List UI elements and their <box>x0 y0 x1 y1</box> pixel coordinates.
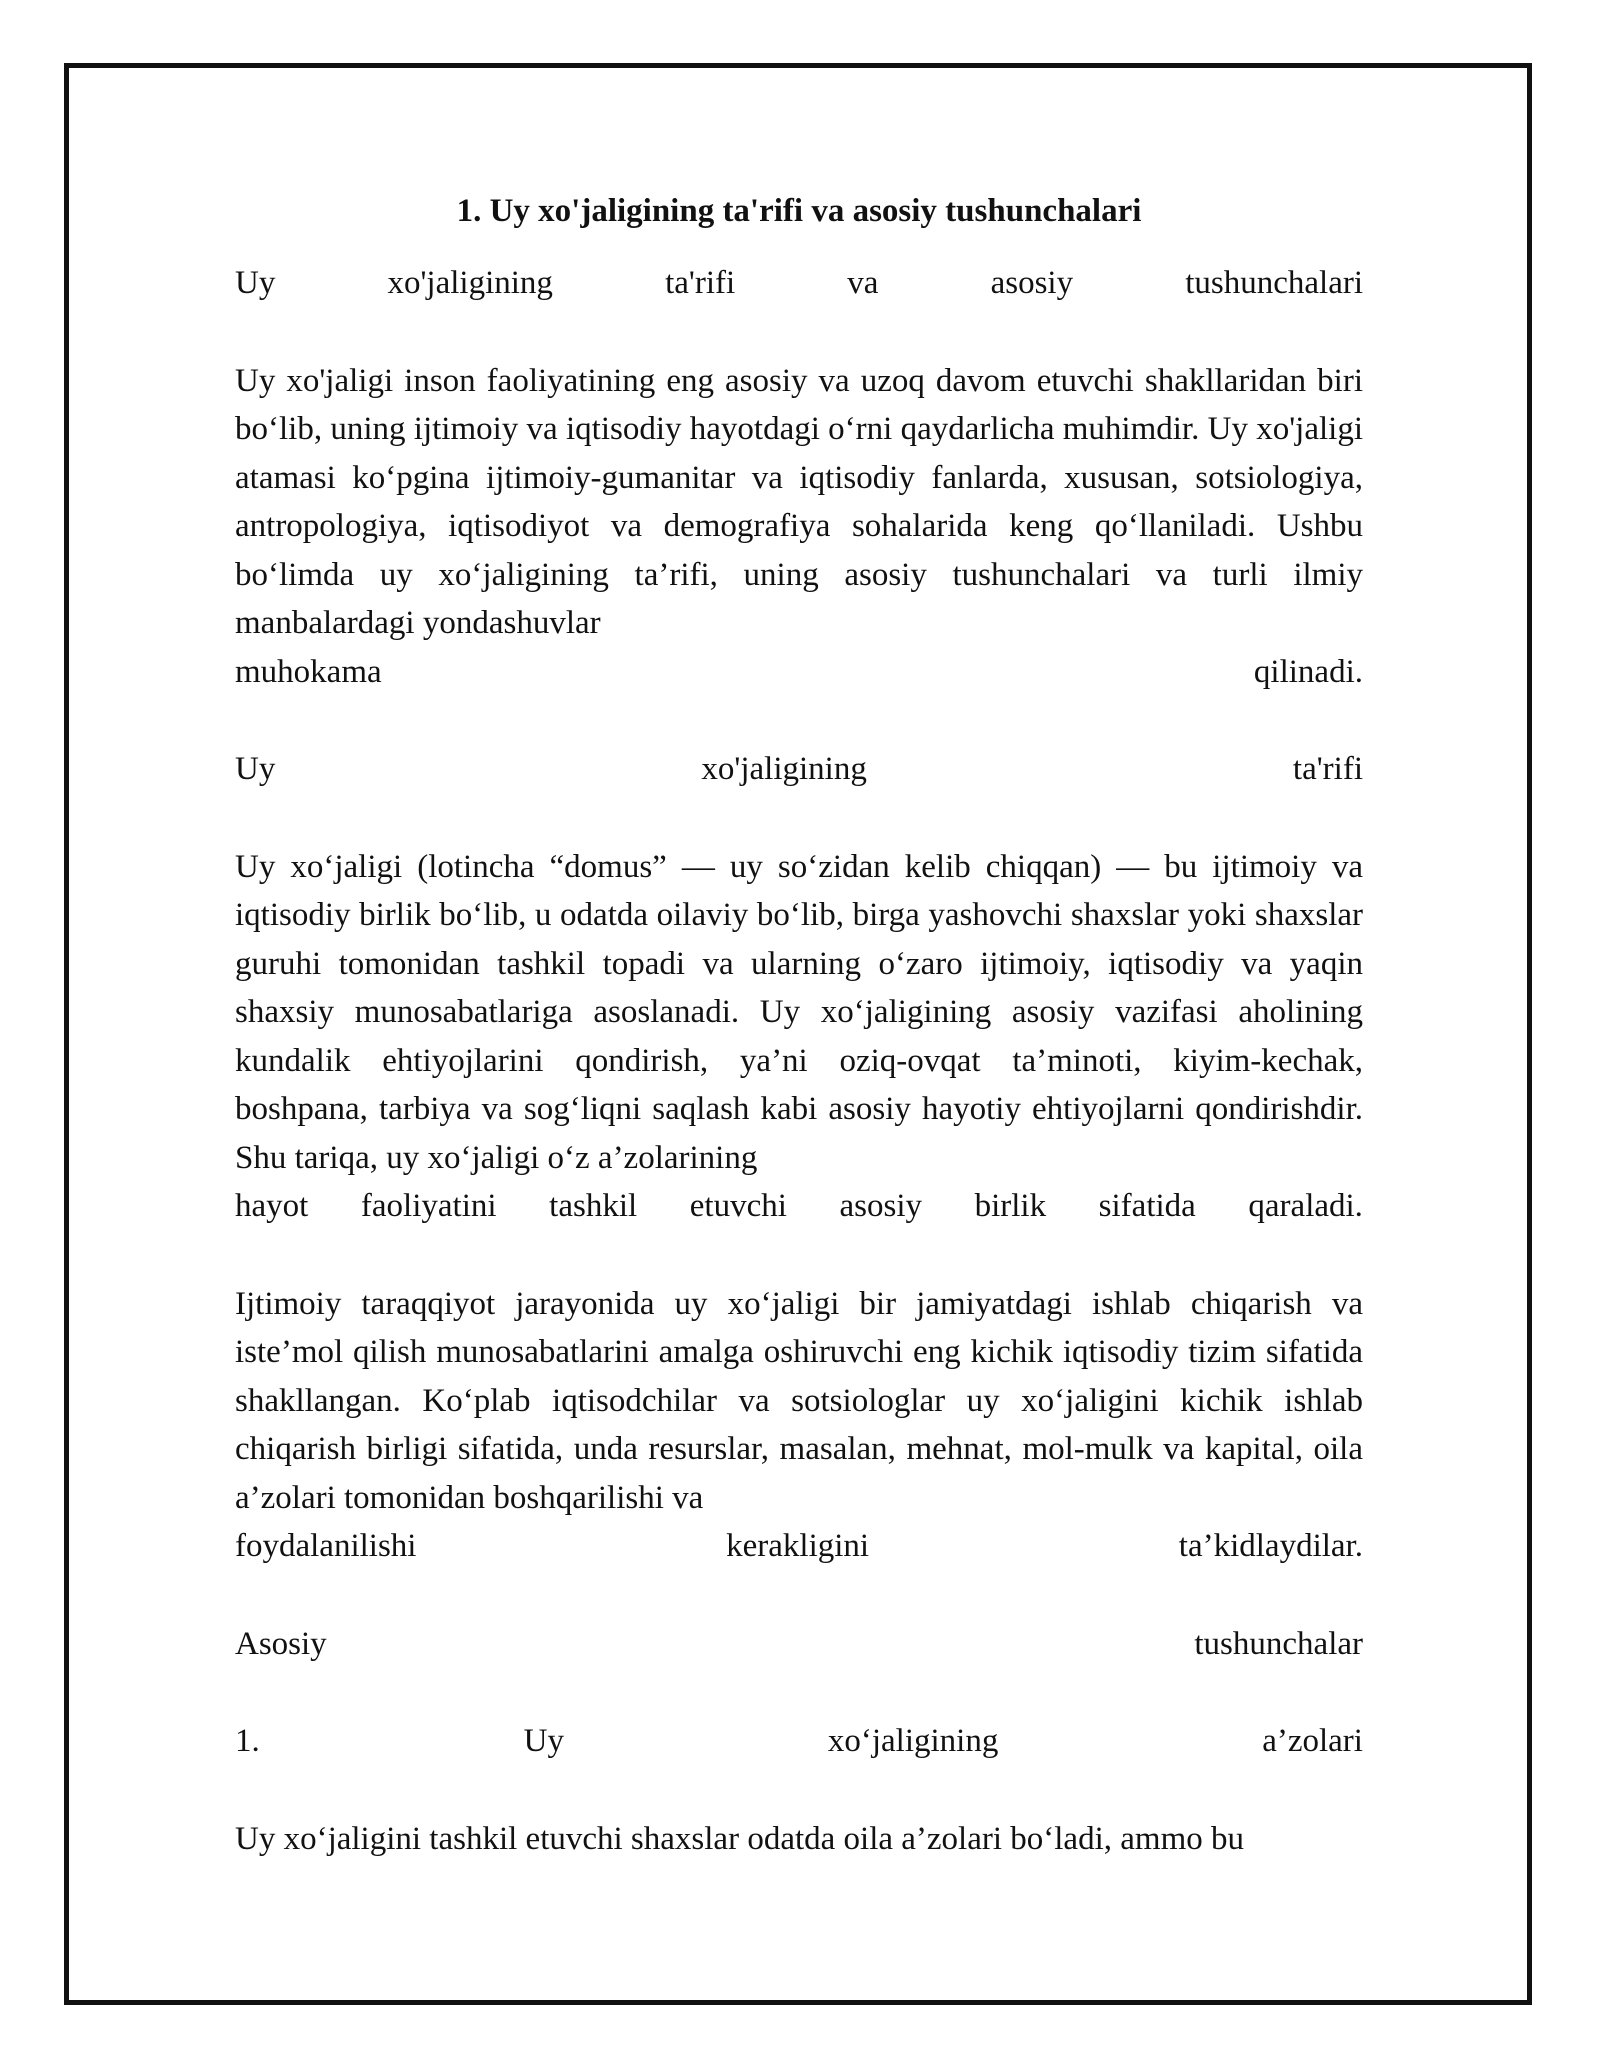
last-line-word: ta’kidlaydilar. <box>1178 1528 1363 1564</box>
section-heading-word: Asosiy <box>235 1625 327 1662</box>
last-line-word: muhokama <box>235 653 382 690</box>
last-line-word: qilinadi. <box>1253 653 1363 690</box>
paragraph-text: Uy xo'jaligi inson faoliyatining eng asosiy va uzoq davom etuvchi shakllaridan biri bo‘lib, uning ijtimoiy va iqtisodiy hayotdagi o‘rni qaydarlicha muhimdir. Uy xo'jaligi atamasi ko‘pgina ijtimoiy-gumanitar va iqtisodiy fanlarda, xususan, sotsiologiya, antropologiya, iqtisodiyot va demografiya sohalarida keng qo‘llaniladi. Ushbu bo‘limda uy xo‘jaligining ta’rifi, uning asosiy tushunchalari va turli ilmiy manbalardagi yondashuvlar <box>235 362 1363 641</box>
section-heading-word: Uy <box>523 1723 564 1759</box>
section-heading-definition <box>235 745 1363 794</box>
subheading-word: ta'rifi <box>665 265 736 301</box>
section-heading-word: xo'jaligining <box>701 751 867 787</box>
last-line-word: kerakligini <box>726 1528 870 1564</box>
section-heading-word: tushunchalar <box>1194 1625 1363 1662</box>
last-line-word: etuvchi <box>689 1188 787 1224</box>
subheading-word: tushunchalari <box>1185 265 1363 301</box>
paragraph-text: Ijtimoiy taraqqiyot jarayonida uy xo‘jaligi bir jamiyatdagi ishlab chiqarish va iste’mol qilish munosabatlarini amalga oshiruvchi eng kichik iqtisodiy tizim sifatida shakllangan. Ko‘plab iqtisodchilar va sotsiologlar uy xo‘jaligini kichik ishlab chiqarish birligi sifatida, unda resurslar, masalan, mehnat, mol-mulk va kapital, oila a’zolari tomonidan boshqarilishi va <box>235 1285 1363 1516</box>
page-title: 1. Uy xo'jaligining ta'rifi va asosiy tushunchalari <box>456 193 1142 229</box>
subheading-word: xo'jaligining <box>387 265 553 301</box>
paragraph-development <box>235 1280 1363 1571</box>
paragraph-last-line <box>235 648 1363 697</box>
last-line-word: hayot <box>235 1188 309 1224</box>
subheading-word: Uy <box>235 265 276 301</box>
document-body <box>235 185 1363 1912</box>
subheading-word: asosiy <box>990 265 1074 301</box>
subheading <box>235 259 1363 308</box>
last-line-word: sifatida <box>1098 1188 1196 1224</box>
section-heading-word: 1. <box>235 1723 260 1759</box>
paragraph-text: Uy xo‘jaligi (lotincha “domus” — uy so‘zidan kelib chiqqan) — bu ijtimoiy va iqtisodiy birlik bo‘lib, u odatda oilaviy bo‘lib, birga yashovchi shaxslar yoki shaxslar guruhi tomonidan tashkil topadi va ularning o‘zaro ijtimoiy, iqtisodiy va yaqin shaxsiy munosabatlariga asoslanadi. Uy xo‘jaligining asosiy vazifasi aholining kundalik ehtiyojlarini qondirish, ya’ni oziq-ovqat ta’minoti, kiyim-kechak, boshpana, tarbiya va sog‘liqni saqlash kabi asosiy hayotiy ehtiyojlarni qondirishdir. Shu tariqa, uy xo‘jaligi o‘z a’zolarining <box>235 848 1363 1176</box>
last-line-word: faoliyatini <box>360 1188 497 1224</box>
section-heading-word: xo‘jaligining <box>827 1723 999 1759</box>
paragraph-last-line <box>235 1182 1363 1231</box>
paragraph-last-line <box>235 1522 1363 1571</box>
section-heading-word: a’zolari <box>1262 1723 1363 1759</box>
last-line-word: foydalanilishi <box>235 1528 417 1564</box>
last-line-word: birlik <box>974 1188 1047 1224</box>
paragraph-intro <box>235 357 1363 697</box>
last-line-word: asosiy <box>839 1188 922 1224</box>
section-heading-word: ta'rifi <box>1292 751 1363 787</box>
subheading-word: va <box>847 265 879 301</box>
section-heading-word: Uy <box>235 751 276 787</box>
last-line-word: qaraladi. <box>1248 1188 1363 1224</box>
paragraph-members: Uy xo‘jaligini tashkil etuvchi shaxslar odatda oila a’zolari bo‘ladi, ammo bu <box>235 1820 1244 1857</box>
last-line-word: tashkil <box>549 1188 638 1224</box>
section-heading-members <box>235 1717 1363 1766</box>
section-heading-concepts <box>235 1620 1363 1669</box>
paragraph-definition <box>235 843 1363 1231</box>
